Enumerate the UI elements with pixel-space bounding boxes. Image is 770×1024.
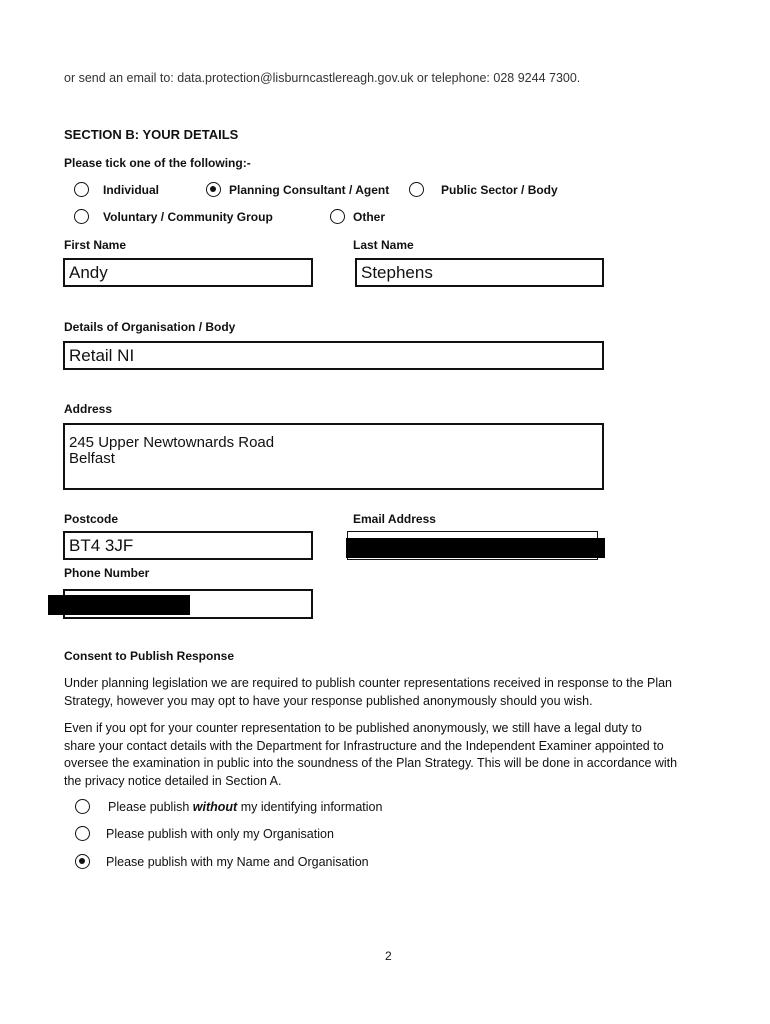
address-line-1: 245 Upper Newtownards Road [69,434,275,451]
option-individual-label: Individual [103,183,160,197]
consent-p2-line-3: oversee the examination in public into the soundness of the Plan Strategy. This will be done in accordance with [64,756,678,770]
publish-without-emph: without [192,800,238,814]
last-name-value: Stephens [361,263,433,282]
email-label: Email Address [353,512,436,526]
radio-other[interactable] [330,209,345,224]
consent-p2-line-2: share your contact details with the Department for Infrastructure and the Independent Examiner appointed to [64,738,664,753]
first-name-field[interactable] [63,258,313,287]
option-public-sector-label: Public Sector / Body [441,183,558,197]
consent-p2-line-1: Even if you opt for your counter representation to be published anonymously, we still have a legal duty to [64,721,642,735]
organisation-value: Retail NI [69,346,135,365]
publish-organisation-label: Please publish with only my Organisation [106,827,334,841]
postcode-value: BT4 3JF [69,536,134,555]
radio-voluntary[interactable] [74,209,89,224]
email-redaction [346,538,605,558]
phone-label: Phone Number [64,566,150,580]
radio-public-sector[interactable] [409,182,424,197]
radio-publish-organisation[interactable] [75,826,90,841]
radio-publish-without[interactable] [75,799,90,814]
consent-p2-line-4: the privacy notice detailed in Section A. [64,773,282,788]
option-other-label: Other [353,210,386,224]
address-label: Address [64,402,113,416]
option-voluntary-label: Voluntary / Community Group [103,210,273,224]
address-line-2: Belfast [69,450,115,467]
option-planning-consultant-label: Planning Consultant / Agent [229,183,390,197]
contact-line: or send an email to: data.protection@lisburncastlereagh.gov.uk or telephone: 028 9244 7300. [64,71,581,85]
consent-heading: Consent to Publish Response [64,649,235,663]
consent-paragraph-1 [64,675,714,710]
organisation-label: Details of Organisation / Body [64,320,236,334]
radio-planning-consultant[interactable] [206,182,221,197]
publish-without-pre: Please publish [108,800,193,814]
phone-redaction [48,595,190,615]
publish-without-label [108,800,382,814]
address-field[interactable] [63,423,604,490]
consent-paragraph-2 [64,720,714,790]
last-name-field[interactable] [355,258,604,287]
consent-p1-line-2: Strategy, however you may opt to have your response published anonymously should you wish. [64,693,593,708]
first-name-value: Andy [69,263,108,282]
postcode-field[interactable] [63,531,313,560]
publish-name-organisation-label: Please publish with my Name and Organisation [106,855,369,869]
publish-without-post: my identifying information [237,800,383,814]
consent-p1-line-1: Under planning legislation we are required to publish counter representations received in response to the Plan [64,676,673,690]
first-name-label: First Name [64,238,127,252]
radio-publish-name-organisation[interactable] [75,854,90,869]
organisation-field[interactable] [63,341,604,370]
section-heading: SECTION B: YOUR DETAILS [64,127,239,142]
postcode-label: Postcode [64,512,119,526]
last-name-label: Last Name [353,238,414,252]
tick-instruction: Please tick one of the following:- [64,156,251,170]
page-number: 2 [385,949,392,963]
radio-individual[interactable] [74,182,89,197]
